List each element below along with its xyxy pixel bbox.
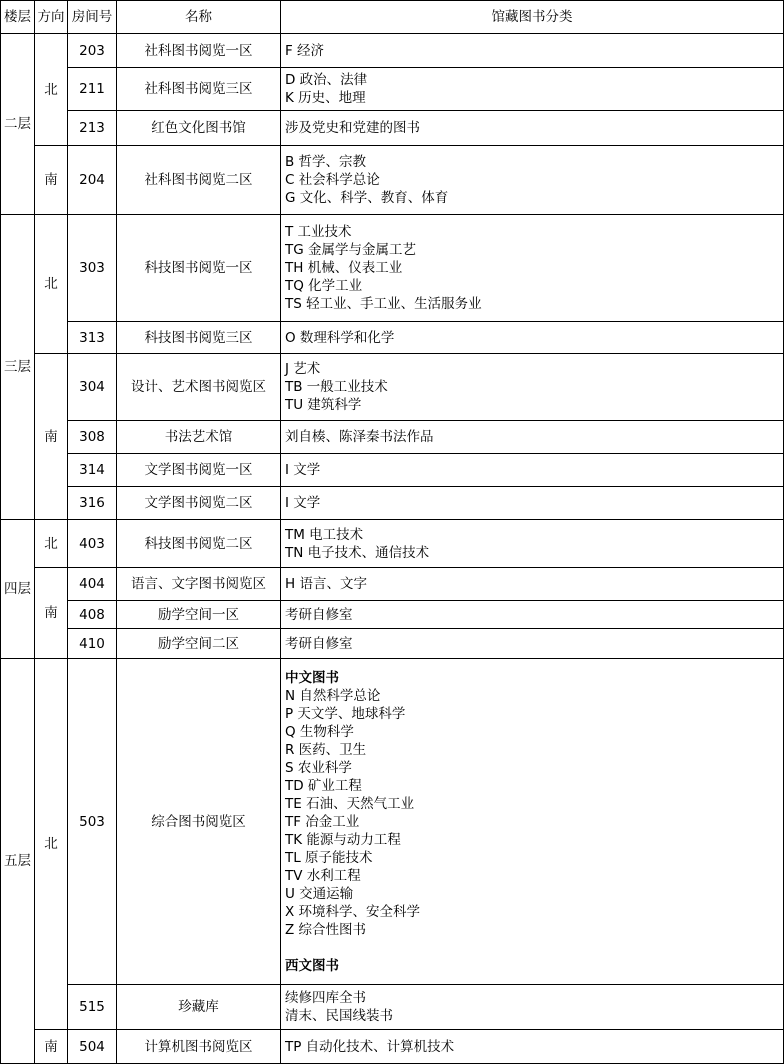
category-line: I 文学 [285, 462, 321, 478]
category-cell [281, 454, 783, 486]
direction-label: 南 [44, 1038, 58, 1055]
room-name: 社科图书阅览一区 [144, 42, 253, 59]
category-line: TL 原子能技术 [285, 849, 373, 866]
category-line: TS 轻工业、手工业、生活服务业 [285, 296, 482, 312]
category-line: TG 金属学与金属工艺 [285, 242, 416, 258]
category-list [285, 428, 434, 446]
category-list [285, 606, 353, 624]
room-number: 316 [79, 495, 105, 511]
room-number: 314 [79, 462, 105, 478]
room-number: 313 [79, 329, 105, 346]
category-line: 考研自修室 [285, 606, 353, 623]
room-number: 408 [79, 606, 105, 623]
category-line: H 语言、文字 [285, 576, 367, 592]
category-list [285, 42, 324, 60]
room-number: 304 [79, 379, 105, 395]
category-list [285, 669, 420, 975]
room-name: 励学空间一区 [158, 606, 239, 623]
room-number: 404 [79, 576, 105, 592]
room-name: 珍藏库 [178, 999, 219, 1015]
category-cell [281, 985, 783, 1029]
category-line: TE 石油、天然气工业 [285, 795, 415, 812]
room-number: 515 [79, 999, 105, 1015]
category-line: TK 能源与动力工程 [285, 831, 401, 848]
category-cell [281, 354, 783, 420]
category-cell [281, 34, 783, 67]
room-name: 计算机图书阅览区 [144, 1038, 253, 1055]
category-line: TB 一般工业技术 [285, 379, 388, 395]
category-line: Z 综合性图书 [285, 921, 367, 938]
room-name: 红色文化图书馆 [151, 120, 246, 136]
room-number: 403 [79, 535, 105, 552]
direction-label: 南 [44, 172, 58, 188]
category-line: T 工业技术 [285, 224, 352, 240]
room-name: 社科图书阅览二区 [144, 172, 253, 188]
room-name: 科技图书阅览一区 [144, 260, 253, 276]
category-line: Q 生物科学 [285, 723, 354, 740]
header-direction: 方向 [37, 9, 65, 25]
category-list [285, 461, 320, 479]
category-cell [281, 421, 783, 453]
floor-label: 四层 [4, 581, 31, 597]
category-line: X 环境科学、安全科学 [285, 903, 421, 920]
category-line: 刘自楱、陈泽秦书法作品 [285, 429, 434, 445]
header-name: 名称 [185, 9, 212, 25]
category-cell [281, 146, 783, 214]
category-list [285, 1038, 454, 1056]
category-cell [281, 322, 783, 353]
room-name: 文学图书阅览一区 [144, 462, 253, 478]
room-name: 文学图书阅览二区 [144, 495, 253, 511]
category-line: G 文化、科学、教育、体育 [285, 190, 449, 206]
category-cell [281, 601, 783, 628]
room-name: 综合图书阅览区 [151, 813, 246, 830]
category-cell [281, 629, 783, 658]
direction-label: 南 [44, 605, 58, 621]
category-list [285, 71, 367, 107]
category-list [285, 119, 420, 137]
category-line: 考研自修室 [285, 635, 353, 652]
category-list [285, 635, 353, 653]
category-line: TF 冶金工业 [285, 813, 360, 830]
room-number: 213 [79, 120, 105, 136]
direction-label: 南 [44, 428, 58, 445]
category-line: N 自然科学总论 [285, 687, 381, 704]
category-line: TD 矿业工程 [285, 777, 362, 794]
direction-label: 北 [44, 535, 58, 552]
category-list [285, 329, 394, 347]
category-line: TM 电工技术 [285, 526, 364, 543]
floor-label: 二层 [4, 116, 31, 132]
header-room: 房间号 [71, 9, 113, 25]
direction-label: 北 [44, 836, 58, 852]
category-line: TV 水利工程 [285, 867, 361, 884]
category-line: 续修四库全书 [285, 990, 366, 1006]
room-name: 科技图书阅览二区 [144, 535, 253, 552]
category-line [285, 939, 420, 957]
header-category: 馆藏图书分类 [491, 9, 573, 25]
room-name: 书法艺术馆 [164, 429, 233, 445]
room-number: 211 [79, 81, 105, 97]
room-number: 308 [79, 429, 105, 445]
category-cell [281, 215, 783, 321]
category-line: P 天文学、地球科学 [285, 705, 406, 722]
category-line: O 数理科学和化学 [285, 329, 395, 346]
category-list [285, 526, 429, 562]
category-line: B 哲学、宗教 [285, 154, 367, 170]
category-line: 西文图书 [285, 957, 339, 974]
direction-label: 北 [44, 276, 58, 292]
room-name: 设计、艺术图书阅览区 [131, 379, 266, 395]
floor-label: 五层 [4, 853, 31, 869]
category-line: TU 建筑科学 [285, 397, 362, 413]
category-line: 涉及党史和党建的图书 [285, 120, 420, 136]
floor-label: 三层 [4, 359, 31, 375]
category-line: S 农业科学 [285, 759, 352, 776]
category-line: 清末、民国线装书 [285, 1008, 393, 1024]
room-name: 科技图书阅览三区 [144, 329, 253, 346]
category-cell [281, 68, 783, 110]
category-line: 中文图书 [285, 669, 339, 686]
category-cell [281, 487, 783, 519]
category-list [285, 494, 320, 512]
room-number: 504 [79, 1038, 105, 1055]
category-line: U 交通运输 [285, 885, 354, 902]
room-number: 204 [79, 172, 105, 188]
category-list [285, 153, 448, 207]
category-line: J 艺术 [285, 361, 321, 377]
category-line: TQ 化学工业 [285, 278, 363, 294]
category-cell [281, 111, 783, 145]
room-name: 励学空间二区 [158, 635, 239, 652]
category-list [285, 575, 367, 593]
category-list [285, 360, 388, 414]
category-line: R 医药、卫生 [285, 741, 367, 758]
category-cell [281, 568, 783, 600]
header-floor: 楼层 [4, 9, 31, 25]
category-line: F 经济 [285, 42, 325, 59]
category-line: TP 自动化技术、计算机技术 [285, 1038, 455, 1055]
room-number: 503 [79, 813, 105, 830]
category-line: D 政治、法律 [285, 72, 368, 88]
category-cell [281, 520, 783, 567]
category-list [285, 223, 482, 313]
category-cell [281, 659, 783, 984]
room-name: 语言、文字图书阅览区 [131, 576, 266, 592]
category-line: C 社会科学总论 [285, 172, 380, 188]
room-name: 社科图书阅览三区 [144, 81, 253, 97]
category-cell [281, 1030, 783, 1063]
room-number: 303 [79, 260, 105, 276]
category-line: K 历史、地理 [285, 90, 366, 106]
category-line: TN 电子技术、通信技术 [285, 544, 430, 561]
category-list [285, 989, 393, 1025]
room-number: 203 [79, 42, 105, 59]
room-number: 410 [79, 635, 105, 652]
category-line: TH 机械、仪表工业 [285, 260, 403, 276]
direction-label: 北 [44, 81, 58, 98]
category-line: I 文学 [285, 495, 321, 511]
